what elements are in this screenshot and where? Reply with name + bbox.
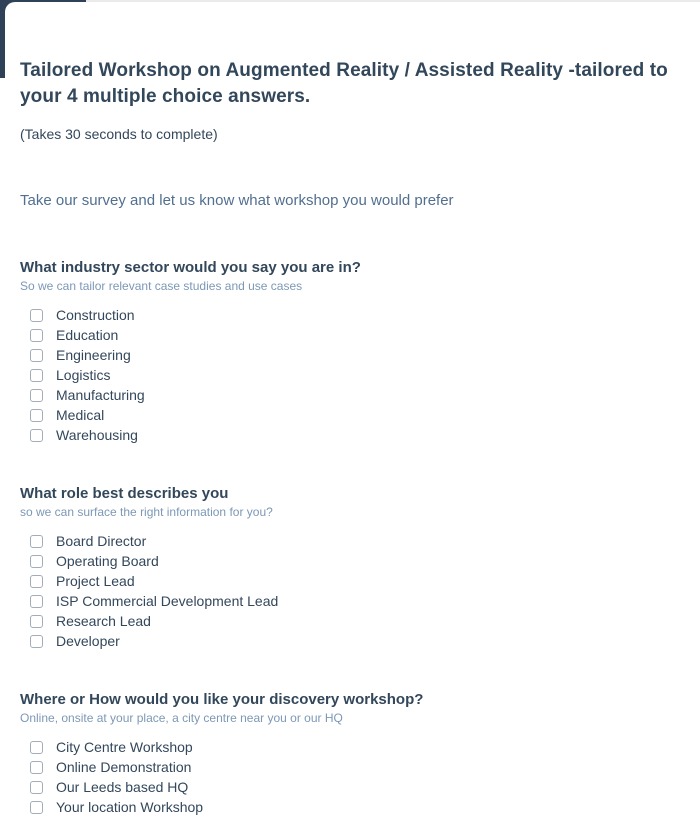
question-label: Where or How would you like your discovery workshop?	[20, 691, 424, 708]
checkbox-option-label: Online Demonstration	[56, 759, 192, 775]
checkbox-option-label: Operating Board	[56, 553, 159, 569]
checkbox-option-label: Construction	[56, 307, 135, 323]
checkbox-unchecked[interactable]	[30, 349, 43, 362]
question-help-text: so we can surface the right information for you?	[20, 505, 273, 519]
options-list	[20, 737, 700, 817]
checkbox-unchecked[interactable]	[30, 535, 43, 548]
checkbox-unchecked[interactable]	[30, 595, 43, 608]
checkbox-option-row[interactable]	[20, 737, 700, 757]
form-title: Tailored Workshop on Augmented Reality / Assisted Reality -tailored to your 4 multiple choice answers.	[20, 60, 668, 107]
checkbox-option-row[interactable]	[20, 385, 700, 405]
checkbox-unchecked[interactable]	[30, 575, 43, 588]
checkbox-option-label: Warehousing	[56, 427, 138, 443]
checkbox-unchecked[interactable]	[30, 761, 43, 774]
checkbox-option-label: Education	[56, 327, 119, 343]
checkbox-unchecked[interactable]	[30, 389, 43, 402]
checkbox-unchecked[interactable]	[30, 429, 43, 442]
question-label: What industry sector would you say you are in?	[20, 259, 361, 276]
checkbox-option-row[interactable]	[20, 611, 700, 631]
checkbox-option-label: Developer	[56, 633, 120, 649]
question-block	[20, 691, 700, 817]
options-list	[20, 531, 700, 651]
form-intro: Take our survey and let us know what workshop you would prefer	[20, 192, 454, 209]
checkbox-option-row[interactable]	[20, 797, 700, 817]
question-block	[20, 485, 700, 651]
checkbox-option-row[interactable]	[20, 325, 700, 345]
question-block	[20, 259, 700, 445]
checkbox-option-row[interactable]	[20, 531, 700, 551]
checkbox-unchecked[interactable]	[30, 801, 43, 814]
checkbox-option-row[interactable]	[20, 345, 700, 365]
checkbox-option-row[interactable]	[20, 631, 700, 651]
checkbox-unchecked[interactable]	[30, 329, 43, 342]
checkbox-option-row[interactable]	[20, 365, 700, 385]
checkbox-option-label: Manufacturing	[56, 387, 145, 403]
checkbox-unchecked[interactable]	[30, 781, 43, 794]
question-label: What role best describes you	[20, 485, 229, 502]
checkbox-option-row[interactable]	[20, 405, 700, 425]
checkbox-unchecked[interactable]	[30, 409, 43, 422]
checkbox-option-label: Medical	[56, 407, 105, 423]
checkbox-unchecked[interactable]	[30, 741, 43, 754]
checkbox-option-label: Board Director	[56, 533, 147, 549]
options-list	[20, 305, 700, 445]
checkbox-option-row[interactable]	[20, 551, 700, 571]
form-card	[5, 2, 700, 819]
question-help-text: So we can tailor relevant case studies and use cases	[20, 279, 303, 293]
checkbox-unchecked[interactable]	[30, 555, 43, 568]
checkbox-option-row[interactable]	[20, 777, 700, 797]
checkbox-option-row[interactable]	[20, 305, 700, 325]
checkbox-option-row[interactable]	[20, 425, 700, 445]
checkbox-unchecked[interactable]	[30, 615, 43, 628]
checkbox-unchecked[interactable]	[30, 309, 43, 322]
questions-container	[20, 259, 700, 817]
checkbox-option-label: City Centre Workshop	[56, 739, 193, 755]
checkbox-option-row[interactable]	[20, 571, 700, 591]
question-help-text: Online, onsite at your place, a city centre near you or our HQ	[20, 711, 343, 725]
checkbox-option-row[interactable]	[20, 757, 700, 777]
checkbox-option-label: Engineering	[56, 347, 131, 363]
checkbox-option-label: Your location Workshop	[56, 799, 204, 815]
checkbox-option-label: ISP Commercial Development Lead	[56, 593, 279, 609]
checkbox-option-label: Logistics	[56, 367, 111, 383]
checkbox-unchecked[interactable]	[30, 369, 43, 382]
checkbox-option-row[interactable]	[20, 591, 700, 611]
checkbox-unchecked[interactable]	[30, 635, 43, 648]
checkbox-option-label: Project Lead	[56, 573, 135, 589]
checkbox-option-label: Our Leeds based HQ	[56, 779, 189, 795]
checkbox-option-label: Research Lead	[56, 613, 151, 629]
form-subtitle: (Takes 30 seconds to complete)	[20, 126, 218, 142]
